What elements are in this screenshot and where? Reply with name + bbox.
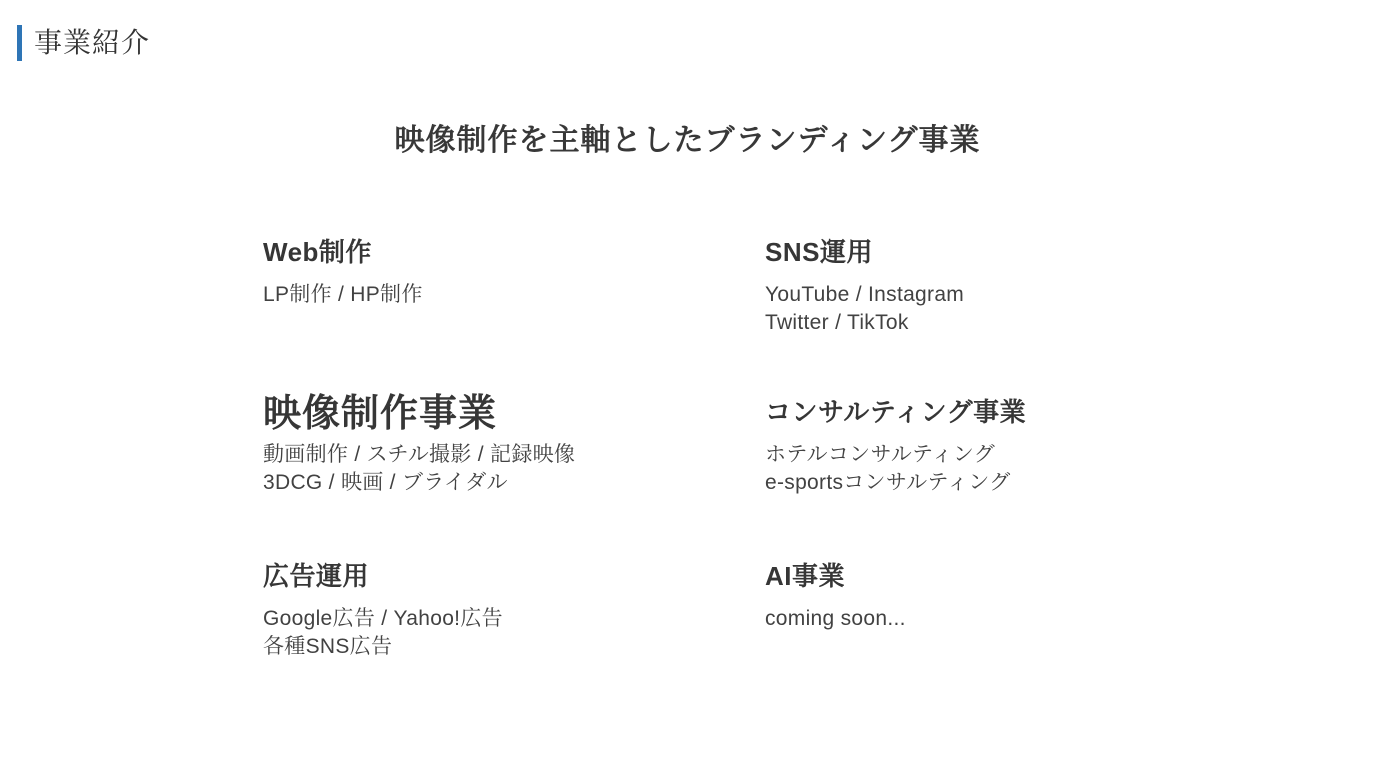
section-line: 3DCG / 映画 / ブライダル bbox=[263, 471, 508, 494]
section-video-production bbox=[263, 392, 765, 497]
section-heading: Web制作 bbox=[263, 237, 372, 267]
section-line: e-sportsコンサルティング bbox=[765, 471, 1011, 494]
section-ai bbox=[765, 562, 1267, 633]
section-line: ホテルコンサルティング bbox=[765, 443, 996, 466]
section-consulting bbox=[765, 398, 1267, 497]
grid-row-3 bbox=[263, 562, 1267, 661]
section-heading: 広告運用 bbox=[263, 561, 370, 591]
main-title: 映像制作を主軸としたブランディング事業 bbox=[394, 124, 981, 157]
section-ads bbox=[263, 562, 765, 661]
section-line: YouTube / Instagram bbox=[765, 283, 965, 306]
section-heading: AI事業 bbox=[765, 561, 846, 591]
section-line: 動画制作 / スチル撮影 / 記録映像 bbox=[263, 443, 576, 466]
section-sns bbox=[765, 238, 1267, 337]
section-line: Google広告 / Yahoo!広告 bbox=[263, 607, 503, 630]
page-header bbox=[17, 25, 150, 61]
section-line: coming soon... bbox=[765, 607, 906, 630]
grid-row-2 bbox=[263, 392, 1267, 497]
header-accent-bar bbox=[17, 25, 22, 61]
section-heading: 映像制作事業 bbox=[263, 393, 498, 435]
section-heading: SNS運用 bbox=[765, 237, 873, 267]
section-heading: コンサルティング事業 bbox=[765, 397, 1027, 427]
page-header-label: 事業紹介 bbox=[34, 27, 151, 58]
section-web bbox=[263, 238, 765, 309]
grid-row-1 bbox=[263, 238, 1267, 337]
section-line: Twitter / TikTok bbox=[765, 311, 909, 334]
section-line: 各種SNS広告 bbox=[263, 635, 393, 658]
business-sections-grid bbox=[263, 238, 1267, 661]
section-line: LP制作 / HP制作 bbox=[263, 283, 423, 306]
